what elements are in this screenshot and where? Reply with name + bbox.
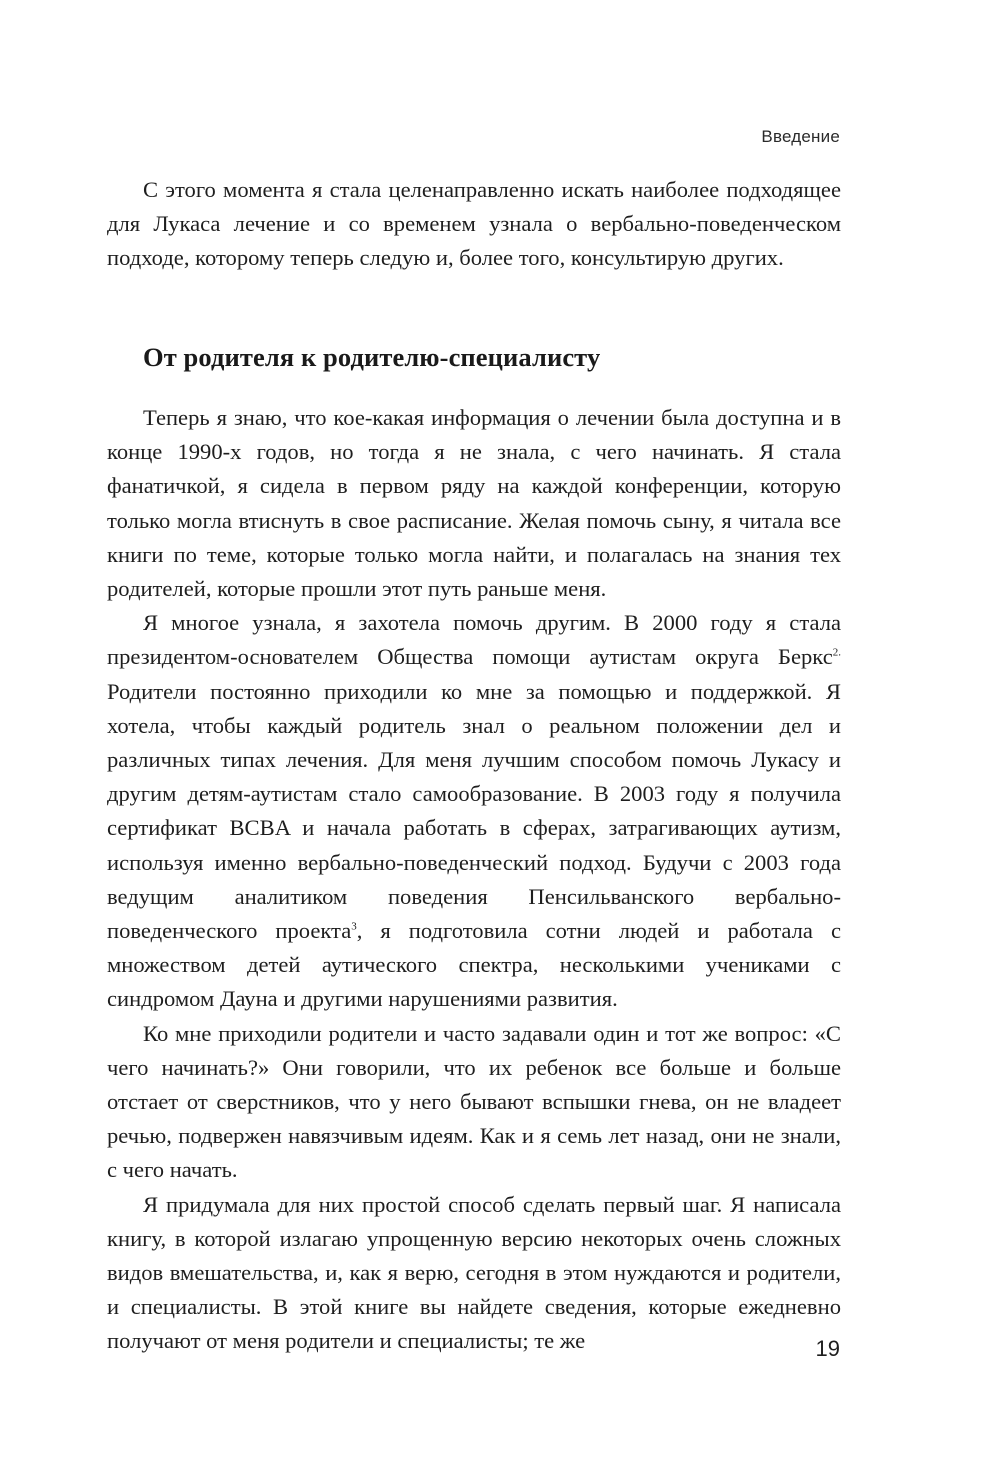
section-heading: От родителя к родителю-специалисту bbox=[143, 342, 601, 372]
intro-block bbox=[107, 173, 841, 276]
paragraph-4: Я придумала для них простой способ сделать первый шаг. Я написала книгу, в которой излагаю упрощенную версию некоторых очень сложных видов вмешательства, и, как я верю, сегодня в этом нуждаются и родители, и специалисты. В этой книге вы найдете сведения, которые ежедневно получают от меня родители и специалисты; те же bbox=[107, 1191, 841, 1354]
paragraph-3: Ко мне приходили родители и часто задавали один и тот же вопрос: «С чего начинать?» Они говорили, что их ребенок все больше и больше отстает от сверстников, что у него бывают вспышки гнева, он не владеет речью, подвержен навязчивым идеям. Как и я семь лет назад, они не знали, с чего начать. bbox=[107, 1020, 841, 1183]
running-head-title: Введение bbox=[761, 127, 840, 146]
page-number: 19 bbox=[815, 1336, 840, 1361]
paragraph-2-part-c: , я подготовила сотни людей и работала с множеством детей аутического спектра, несколькими учениками с синдромом Дауна и другими нарушениями развития. bbox=[107, 918, 841, 1012]
section-body bbox=[107, 401, 841, 1359]
paragraph-2-part-a: Я многое узнала, я захотела помочь другим. В 2000 году я стала президентом-основателем Общества помощи аутистам округа Беркс bbox=[107, 610, 841, 670]
paragraph-2-part-b: Родители постоянно приходили ко мне за помощью и поддержкой. Я хотела, чтобы каждый родитель знал о реальном положении дел и различных типах лечения. Для меня лучшим способом помочь Лукасу и другим детям-аутистам стало самообразование. В 2003 году я получила сертификат BCBA и начала работать в сферах, затрагивающих аутизм, используя именно вербально-поведенческий подход. Будучи с 2003 года ведущим аналитиком поведения Пенсильванского вербально-поведенческого проекта bbox=[107, 678, 841, 944]
footnote-marker-2: 2. bbox=[832, 646, 841, 659]
paragraph-2 bbox=[107, 606, 841, 1016]
footnote-marker-3: 3 bbox=[351, 920, 357, 933]
intro-paragraph: С этого момента я стала целенаправленно искать наиболее подходящее для Лукаса лечение и со временем узнала о вербально-поведенческом подходе, которому теперь следую и, более того, консультирую других. bbox=[107, 177, 841, 271]
paragraph-1: Теперь я знаю, что кое-какая информация о лечении была доступна и в конце 1990-х годов, но тогда я не знала, с чего начинать. Я стала фанатичкой, я сидела в первом ряду на каждой конференции, которую только могла втиснуть в свое расписание. Желая помочь сыну, я читала все книги по теме, которые только могла найти, и полагалась на знания тех родителей, которые прошли этот путь раньше меня. bbox=[107, 405, 841, 602]
